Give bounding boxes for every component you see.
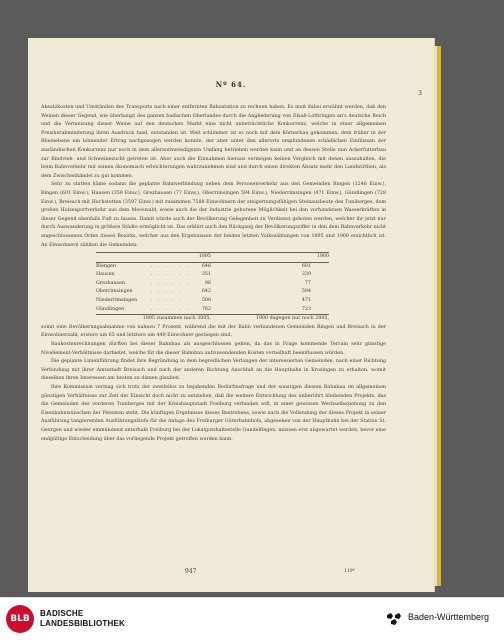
- row-value-1895: 96: [204, 280, 211, 286]
- row-value-1900: 594: [301, 289, 311, 295]
- library-footer-bar: [0, 597, 504, 640]
- population-table: [41, 252, 386, 324]
- row-value-1895: 762: [201, 306, 211, 312]
- paragraph: Die geplante Linienführung findet ihre Begründung in dem begreiflichen Verlangen der interessierten Gemeinden, nach einer Richtung Verbindung mit ihrer Amtsstadt Breisach und nach der anderen Richtung Anschluß an die Hauptbahn in Krozingen zu erhalten, womit dieselben ihren Interessen am besten zu dienen glauben.: [41, 359, 386, 382]
- row-dots: . . . . .: [151, 289, 183, 295]
- row-value-1895: 646: [201, 263, 211, 269]
- blb-line-2: LANDESBIBLIOTHEK: [40, 619, 125, 628]
- total-1895: 1895 zusammen nach 3005,: [142, 316, 211, 322]
- table-row: [96, 288, 329, 297]
- row-name: Hausen: [96, 272, 115, 278]
- row-name: Grezhausen: [96, 280, 125, 286]
- footer-signature-mark: 119*: [344, 569, 355, 574]
- baden-wuerttemberg-wordmark[interactable]: Baden-Württemberg: [408, 612, 490, 622]
- table-header: [96, 253, 329, 262]
- row-name: Niederrimsingen: [96, 298, 138, 304]
- page-title: Nº 64.: [215, 80, 247, 89]
- row-value-1900: 471: [301, 298, 311, 304]
- row-dots: . . . . . .: [151, 263, 190, 269]
- blb-logo-icon[interactable]: BLB: [6, 605, 34, 633]
- table-row: [96, 280, 329, 289]
- paragraph: Absatzkosten und Umständen des Transports nach einer entfernten Bahnstation zu rechnen haben. Es muß dabei erwähnt werden, daß den Weinen dieser Gegend, wie überhaupt des ganzen badischen Oberlandes durch die Angliederung von Elsaß-Lothringen an's deutsche Reich und die Vermeisung dieser Weine auf den deutschen Markt eine nicht unbeträchtliche Konkurrenz, welche in einer allgemeinen Preisherabminderung ihren Ausdruck fand, entstanden ist. Weit schlimmer ist es noch mit dem Körnerbau gekommen, dem früher in der Rheinebene ein lohnender Ertrag nachgezogen werden konnte, der aber unter den allerorts empfundenen schädlichen Einflüssen der ausländischen Konkurrenz nur noch in dem allernothwendigsten Umfang betrieben werden kann und an dessen Stelle nun Ackerfutterbau zur Rindvieh- und Schweinezucht getreten ist. Aber auch die Einnahmen hieraus vermögen keinen Vergleich mit denen auszuhalten, die beim Bahnverkehr mit seinen ökonomisch erleichterungen wahrzunehmen sind und durch einen direkten Absatz mehr den Landwirthen, als dem Zwischenhändel zu gut kommen.: [41, 105, 386, 179]
- document-page: [28, 38, 434, 592]
- blb-wordmark[interactable]: [40, 609, 125, 629]
- table-total-row: [96, 315, 329, 324]
- row-dots: . . . . . .: [151, 280, 190, 286]
- row-name: Gündlingen: [96, 306, 125, 312]
- year-header-1900: 1900: [316, 254, 329, 260]
- page-body: [41, 104, 386, 444]
- row-dots: . . . . . .: [151, 306, 190, 312]
- page-number: 3: [418, 90, 422, 97]
- footer-page-number: 947: [185, 568, 197, 575]
- row-value-1900: 339: [301, 272, 311, 278]
- table-row: [96, 297, 329, 306]
- table-row: [96, 263, 329, 272]
- blb-line-1: BADISCHE: [40, 609, 84, 618]
- row-name: Biengen: [96, 263, 116, 269]
- row-dots: . . . . .: [151, 298, 183, 304]
- paragraph: Baukostenrechnungen dürften bei dieser Bahnbau als ausgeschlossen gelten, da das in Frage kommende Terrain sehr günstige Nivellement-Verhältnisse darbietet, welche für die dieser Bahnbau aufzuwendenden Kosten vorteilhaft beeinflussen würden.: [41, 342, 386, 356]
- paragraph: Sehr zu statten käme sodann die geplante Bahnverbindung neben dem Personenverkehr aus den Gemeinden Bingen (1246 Einw.), Bingen (601 Einw.), Hausen (359 Einw.), Grezhausen (77 Einw.), Oberrimsingen 594 Einw.), Niederrimsingen (471 Einw.), Gündlingen (729 Einw.), Breisach mit Hochstetten (3597 Einw.) mit zusammen 7588 Einwohnern der steigernungsfähigen Steinausbeute des Tuniberges, dem großen Holzexportverkehr aus dem Mooswald, sowie auch die der Industrie geborene Möglichkeit bei den vorhandenen Wasserkräften in dieser Gegend ebenfalls Fuß zu fassen. Damit würde auch der Bevölkerung Gelegenheit zu Verdienst geboten werden, welcher ihr jetzt nur durch Auswanderung in größere Städte ermöglicht ist. Das erklärt auch den Rückgang der Bevölkerungsziffer in den dem Bahnverkehr nicht angeschlossenen Orten dieses Bezirks, welcher aus den Ergebnissen der beiden letzten Volkszählungen von 1895 und 1900 ersichtlich ist. An Einwohnern zählten die Gemeinden:: [41, 182, 386, 248]
- table-row: [96, 271, 329, 280]
- row-name: Oberrimsingen: [96, 289, 133, 295]
- year-header-1895: 1895: [198, 254, 211, 260]
- row-value-1900: 77: [304, 280, 311, 286]
- row-dots: . . . . . .: [151, 272, 190, 278]
- paragraph: Ihre Kommission vermag sich trotz der zweifellos zu bejahenden Bedürfnisfrage und der sonstigen diesem Bahnbau im allgemeinen günstigen Verhältnisse zur Zeit der Einsicht doch nicht zu entziehen, daß die weitere Entwicklung des unberührt bleibenden Projekts, das die Gemeinden des vorderen Tuniberges mit der Kreishauptstadt Freiburg verbinden will, in einer gewissen Wechselbeziehung zu den Eisenbahnwünschen der Petenten steht. Die künftigen Ergebnisse dieses Bestrebens, sowie auch die Vollendung der dieses Projekt in seiner Ausführung tangierenden Ausführungsläufe für die Anlage des Freiburger Güterbahnhofs, abgesehen von der Hauptbahn bei der Station St. Georgen und wieder einmündend unterhalb Freiburg bei der Lokalgutshaltestelle Gundelfingen, müssen erst abgewartet werden, bevor eine endgültige Entscheidung über das vorliegende Projekt getroffen werden kann.: [41, 385, 386, 442]
- row-value-1895: 351: [201, 272, 211, 278]
- row-value-1895: 508: [201, 298, 211, 304]
- baden-wuerttemberg-crest-icon: [384, 609, 404, 629]
- total-1900: 1900 dagegen nur noch 2805,: [255, 316, 329, 322]
- binding-edge: [437, 46, 441, 586]
- row-value-1895: 642: [201, 289, 211, 295]
- row-value-1900: 723: [301, 306, 311, 312]
- paragraph: somit eine Bevölkerungsabnahme von nahezu 7 Prozent, während die mit der Bahn verbundenen Gemeinden Bingen und Breisach in der Einwohnerzahl, erstere um 65 und letztere um 449 Einwohner gestiegen sind.: [41, 324, 386, 339]
- row-value-1900: 601: [301, 263, 311, 269]
- table-row: [96, 306, 329, 315]
